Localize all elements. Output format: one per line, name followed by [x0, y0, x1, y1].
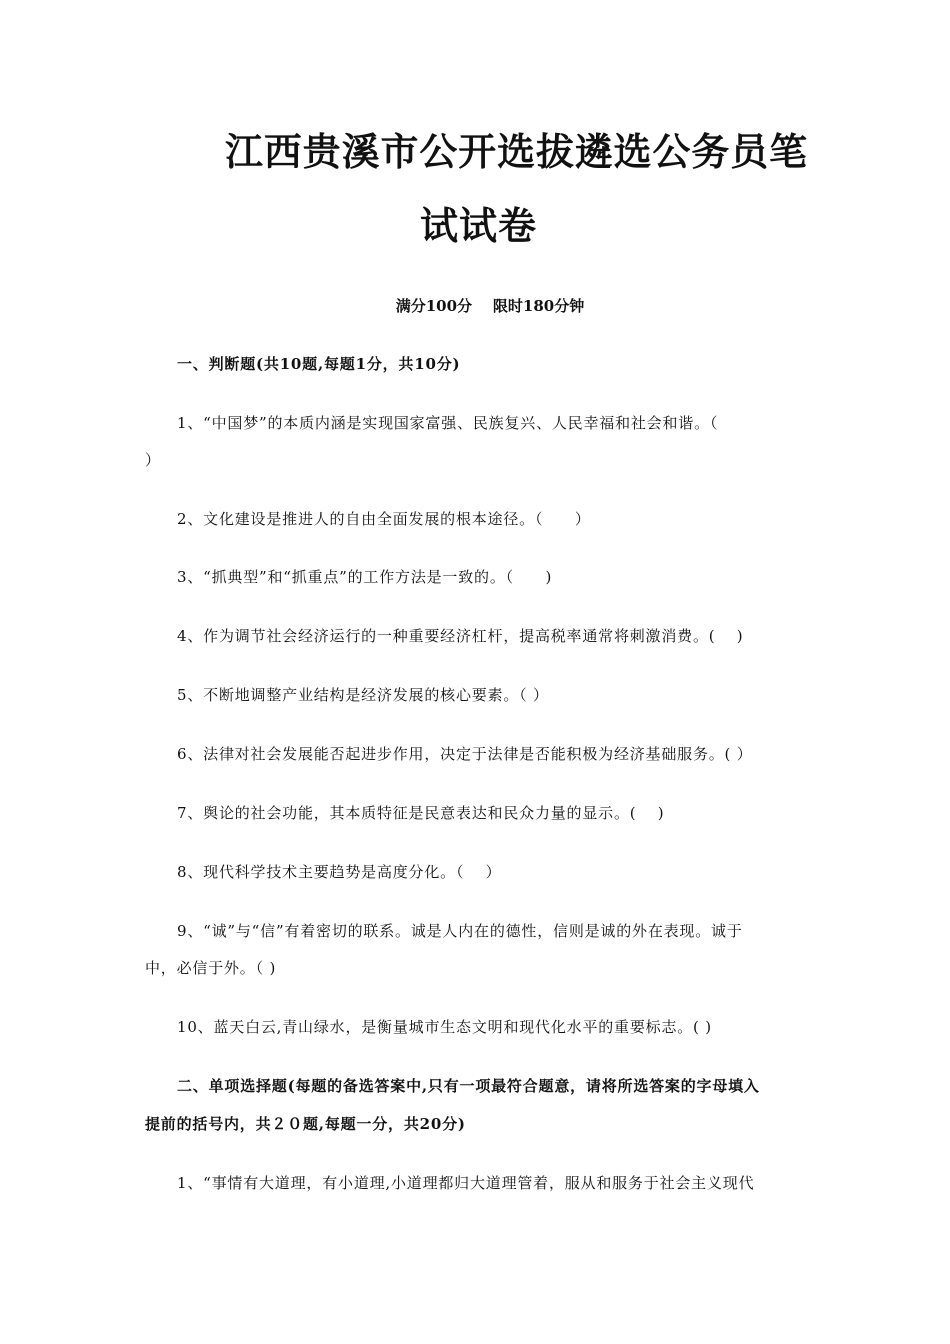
question-1-line-2: ） [145, 451, 161, 469]
question-5: 5、不断地调整产业结构是经济发展的核心要素。（ ） [177, 686, 549, 704]
question-6: 6、法律对社会发展能否起进步作用，决定于法律是否能积极为经济基础服务。( ） [177, 745, 753, 763]
section-2-question-1-line-1: 1、“事情有大道理，有小道理,小道理都归大道理管着，服从和服务于社会主义现代 [177, 1174, 755, 1192]
question-7: 7、舆论的社会功能，其本质特征是民意表达和民众力量的显示。( ) [177, 804, 665, 822]
question-9-line-2: 中，必信于外。（ ) [145, 959, 277, 977]
question-9-line-1: 9、“诚”与“信”有着密切的联系。诚是人内在的德性，信则是诚的外在表现。诚于 [177, 922, 743, 940]
exam-score-and-time: 满分100分 限时180分钟 [395, 297, 585, 315]
section-2-heading-line-2: 提前的括号内，共２０题,每题一分，共20分) [145, 1115, 466, 1133]
question-8: 8、现代科学技术主要趋势是高度分化。（ ） [177, 863, 502, 881]
question-10: 10、蓝天白云,青山绿水，是衡量城市生态文明和现代化水平的重要标志。( ) [177, 1018, 712, 1036]
section-1-heading: 一、判断题(共10题,每题1分，共10分) [177, 355, 461, 373]
document-title-line-1: 江西贵溪市公开选拔遴选公务员笔 [225, 129, 809, 174]
document-title-line-2: 试试卷 [420, 203, 538, 248]
question-1-line-1: 1、“中国梦”的本质内涵是实现国家富强、民族复兴、人民幸福和社会和谐。（ [177, 414, 719, 432]
question-2: 2、文化建设是推进人的自由全面发展的根本途径。（ ） [177, 510, 591, 528]
section-2-heading-line-1: 二、单项选择题(每题的备选答案中,只有一项最符合题意，请将所选答案的字母填入 [177, 1077, 760, 1095]
question-4: 4、作为调节社会经济运行的一种重要经济杠杆，提高税率通常将刺激消费。( ) [177, 627, 744, 645]
question-3: 3、“抓典型”和“抓重点”的工作方法是一致的。（ ) [177, 568, 553, 586]
